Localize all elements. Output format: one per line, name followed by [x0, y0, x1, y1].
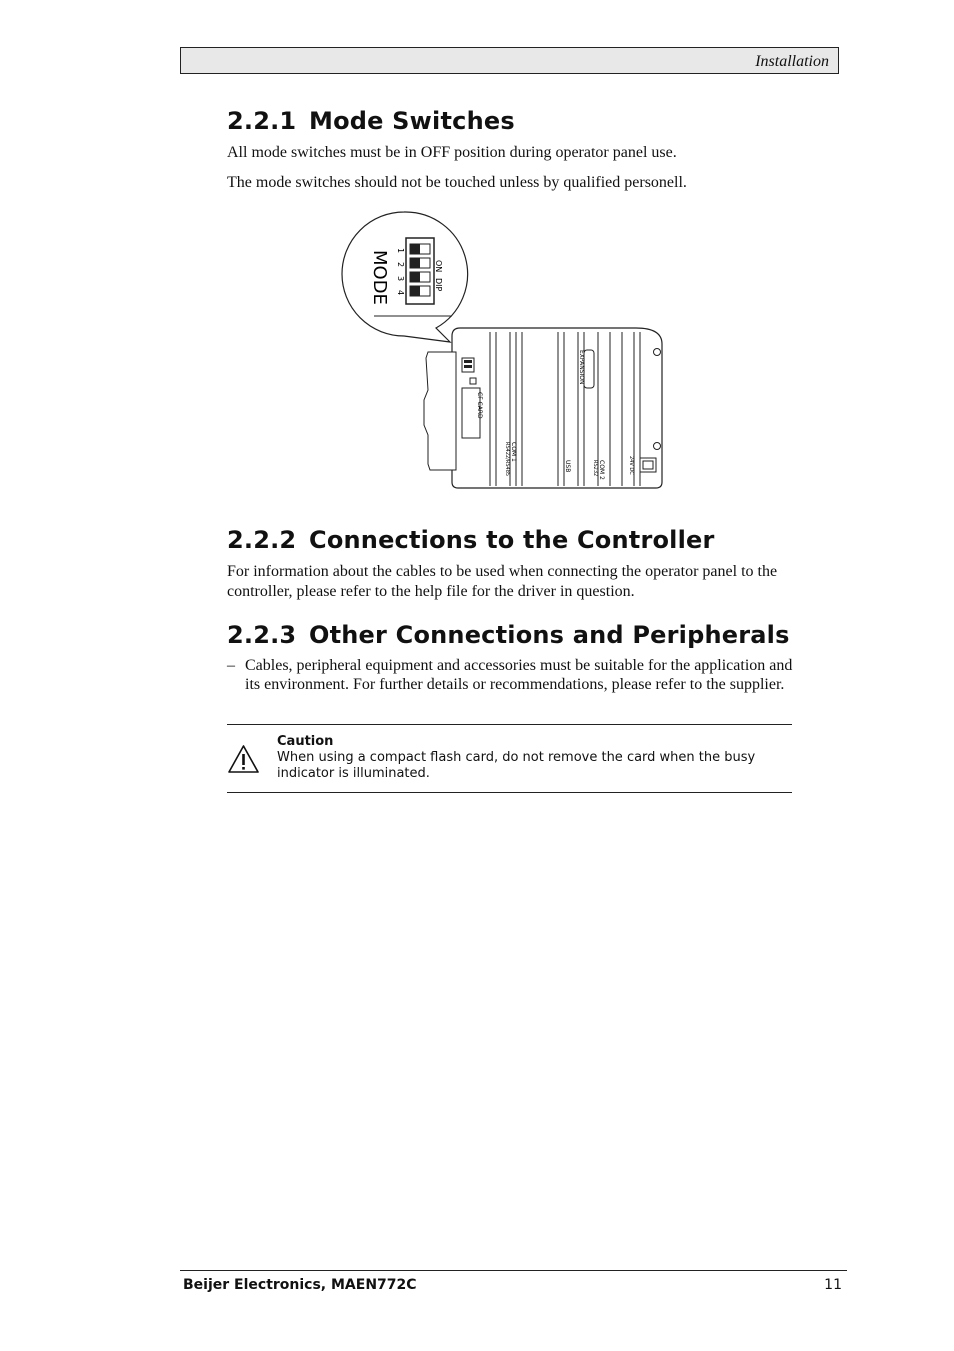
usb-label: USB [564, 460, 571, 473]
on-label: ON [434, 260, 443, 273]
com2-label: COM 2 [598, 460, 605, 480]
power-label: 24V DC [628, 456, 634, 475]
bullet-item [227, 656, 797, 694]
section-title: Mode Switches [309, 107, 515, 135]
section-number: 2.2.1 [227, 107, 297, 135]
caution-top-rule [227, 724, 792, 725]
caution-bottom-rule [227, 792, 792, 793]
footer-rule [180, 1270, 847, 1271]
bullet-text: Cables, peripheral equipment and accessories must be suitable for the application and its environment. For further details or recommendations, please refer to the supplier. [245, 657, 793, 693]
section-title: Connections to the Controller [309, 526, 715, 554]
header-section-title: Installation [755, 53, 829, 70]
running-header [180, 47, 839, 74]
page-number: 11 [824, 1277, 842, 1293]
section-title: Other Connections and Peripherals [309, 621, 790, 649]
mode-label: MODE [369, 250, 390, 305]
switch-number-3: 3 [396, 276, 405, 282]
switch-number-1: 1 [396, 248, 405, 254]
controller-figure [340, 210, 670, 495]
paragraph: The mode switches should not be touched unless by qualified personell. [227, 174, 687, 191]
heading-mode-switches [227, 107, 515, 135]
expansion-label: EXPANSION [578, 350, 585, 385]
switch-number-4: 4 [396, 290, 405, 296]
com2-sub: RS232 [592, 460, 598, 477]
com1-sub: RS422/RS485 [504, 442, 510, 477]
caution-text: When using a compact flash card, do not remove the card when the busy indicator is illuminated. [277, 750, 756, 781]
com1-label: COM 1 [510, 442, 517, 462]
paragraph: All mode switches must be in OFF position during operator panel use. [227, 144, 677, 161]
bullet-dash: – [227, 657, 235, 674]
caution-title: Caution [277, 734, 334, 749]
switch-number-2: 2 [396, 262, 405, 268]
cf-card-label: CF CARD [476, 392, 483, 419]
warning-triangle-icon [227, 744, 260, 774]
section-number: 2.2.3 [227, 621, 297, 649]
footer-document-id: Beijer Electronics, MAEN772C [183, 1277, 417, 1293]
paragraph: For information about the cables to be used when connecting the operator panel to the controller, please refer to the help file for the driver in question. [227, 563, 778, 600]
heading-connections [227, 526, 715, 554]
section-number: 2.2.2 [227, 526, 297, 554]
heading-other-connections [227, 621, 790, 649]
dip-label: DIP [434, 278, 443, 292]
